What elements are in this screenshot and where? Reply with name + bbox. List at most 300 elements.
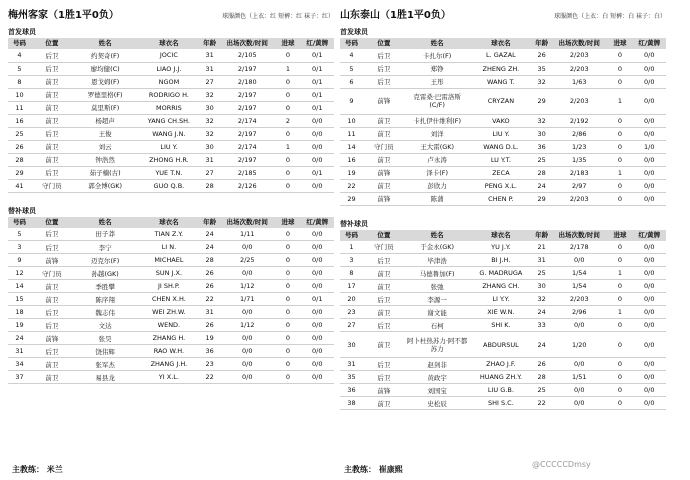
table-row xyxy=(340,166,666,179)
player-name: 石柯 xyxy=(405,319,470,332)
player-number: 6 xyxy=(340,75,363,88)
player-name: 克雷桑·巴雷洛斯(C/F) xyxy=(405,88,470,114)
appearances: 2/180 xyxy=(219,75,275,88)
player-age: 21 xyxy=(532,241,551,254)
starters-body xyxy=(8,49,334,192)
column-header: 年龄 xyxy=(200,38,219,49)
player-number: 25 xyxy=(8,127,31,140)
shirt-name: HUANG ZH.Y. xyxy=(470,371,533,384)
player-age: 22 xyxy=(200,293,219,306)
column-header: 红/黄牌 xyxy=(633,38,666,49)
cards: 0/0 xyxy=(633,62,666,75)
column-header: 号码 xyxy=(340,38,363,49)
player-number: 22 xyxy=(340,179,363,192)
player-number: 8 xyxy=(340,267,363,280)
appearances: 0/0 xyxy=(551,319,607,332)
player-position: 守门员 xyxy=(363,140,405,153)
player-age: 22 xyxy=(532,397,551,410)
column-header: 出场次数/时间 xyxy=(219,38,275,49)
column-header: 姓名 xyxy=(73,38,138,49)
player-number: 3 xyxy=(340,254,363,267)
appearances: 2/183 xyxy=(551,166,607,179)
watermark: @CCCCCDmsy xyxy=(532,460,591,469)
player-name: 刘洋 xyxy=(405,127,470,140)
player-position: 前锋 xyxy=(363,384,405,397)
cards: 0/1 xyxy=(301,293,334,306)
player-number: 3 xyxy=(8,241,31,254)
goals: 0 xyxy=(607,62,632,75)
column-header: 进球 xyxy=(607,38,632,49)
player-number: 11 xyxy=(8,101,31,114)
goals: 0 xyxy=(607,280,632,293)
table-row xyxy=(8,332,334,345)
column-header: 进球 xyxy=(607,230,632,241)
player-age: 24 xyxy=(532,332,551,358)
player-position: 后卫 xyxy=(31,306,73,319)
shirt-name: SUN J.X. xyxy=(138,267,201,280)
player-number: 20 xyxy=(340,293,363,306)
player-age: 26 xyxy=(532,49,551,62)
player-name: 莫里斯(F) xyxy=(73,101,138,114)
shirt-name: LIU Y. xyxy=(138,140,201,153)
player-name: 杨超声 xyxy=(73,114,138,127)
goals: 0 xyxy=(607,319,632,332)
goals: 0 xyxy=(607,127,632,140)
player-number: 28 xyxy=(8,153,31,166)
player-position: 前卫 xyxy=(363,114,405,127)
goals: 1 xyxy=(607,267,632,280)
goals: 0 xyxy=(275,267,300,280)
appearances: 2/197 xyxy=(219,153,275,166)
player-name: 罗德里格(F) xyxy=(73,88,138,101)
player-position: 后卫 xyxy=(363,358,405,371)
table-row xyxy=(340,179,666,192)
player-age: 24 xyxy=(200,228,219,241)
player-position: 后卫 xyxy=(31,319,73,332)
player-number: 16 xyxy=(8,114,31,127)
appearances: 2/96 xyxy=(551,306,607,319)
goals: 0 xyxy=(607,241,632,254)
table-row xyxy=(340,75,666,88)
player-position: 后卫 xyxy=(363,371,405,384)
shirt-name: SHI S.C. xyxy=(470,397,533,410)
player-age: 36 xyxy=(200,345,219,358)
cards: 0/0 xyxy=(301,228,334,241)
cards: 0/0 xyxy=(301,319,334,332)
table-row xyxy=(8,49,334,62)
cards: 0/0 xyxy=(301,153,334,166)
table-header-row xyxy=(8,217,334,228)
player-number: 15 xyxy=(8,293,31,306)
shirt-name: LIU G.B. xyxy=(470,384,533,397)
column-header: 球衣名 xyxy=(470,38,533,49)
cards: 0/0 xyxy=(633,332,666,358)
player-age: 25 xyxy=(532,153,551,166)
player-number: 1 xyxy=(340,241,363,254)
appearances: 0/0 xyxy=(219,306,275,319)
goals: 0 xyxy=(275,332,300,345)
column-header: 球衣名 xyxy=(470,230,533,241)
table-row xyxy=(8,358,334,371)
goals: 0 xyxy=(607,75,632,88)
cards: 0/0 xyxy=(633,166,666,179)
cards: 0/0 xyxy=(633,241,666,254)
table-header-row xyxy=(8,38,334,49)
table-row xyxy=(340,332,666,358)
player-position: 后卫 xyxy=(31,241,73,254)
shirt-name: ZHANG CH. xyxy=(470,280,533,293)
player-position: 后卫 xyxy=(31,345,73,358)
cards: 0/0 xyxy=(633,75,666,88)
player-name: 刘国宝 xyxy=(405,384,470,397)
player-age: 32 xyxy=(532,75,551,88)
player-age: 32 xyxy=(532,114,551,127)
appearances: 1/20 xyxy=(551,332,607,358)
appearances: 2/174 xyxy=(219,114,275,127)
shirt-name: ZHANG J.H. xyxy=(138,358,201,371)
column-header: 年龄 xyxy=(532,38,551,49)
player-age: 27 xyxy=(200,166,219,179)
goals: 0 xyxy=(607,358,632,371)
column-header: 位置 xyxy=(363,38,405,49)
appearances: 2/197 xyxy=(219,62,275,75)
player-number: 12 xyxy=(8,267,31,280)
cards: 0/0 xyxy=(633,179,666,192)
cards: 0/0 xyxy=(633,358,666,371)
goals: 0 xyxy=(275,153,300,166)
player-position: 前锋 xyxy=(363,192,405,205)
subs-body xyxy=(8,228,334,384)
player-name: 约契奇(F) xyxy=(73,49,138,62)
appearances: 0/0 xyxy=(551,358,607,371)
player-name: 魏志伟 xyxy=(73,306,138,319)
appearances: 0/0 xyxy=(219,371,275,384)
player-number: 5 xyxy=(8,228,31,241)
player-position: 前卫 xyxy=(31,371,73,384)
column-header: 位置 xyxy=(31,217,73,228)
player-position: 后卫 xyxy=(363,293,405,306)
player-position: 前卫 xyxy=(31,75,73,88)
player-number: 9 xyxy=(8,254,31,267)
appearances: 2/97 xyxy=(551,179,607,192)
player-name: 史松辰 xyxy=(405,397,470,410)
team-panel-away xyxy=(340,6,666,410)
table-row xyxy=(8,319,334,332)
player-age: 31 xyxy=(200,49,219,62)
player-position: 前锋 xyxy=(363,166,405,179)
goals: 0 xyxy=(275,179,300,192)
subs-table xyxy=(8,217,334,385)
appearances: 1/54 xyxy=(551,280,607,293)
table-row xyxy=(8,127,334,140)
table-row xyxy=(8,371,334,384)
player-age: 24 xyxy=(532,306,551,319)
shirt-name: LIU Y. xyxy=(470,127,533,140)
cards: 0/1 xyxy=(301,166,334,179)
goals: 2 xyxy=(275,114,300,127)
cards: 0/1 xyxy=(301,88,334,101)
cards: 0/0 xyxy=(301,332,334,345)
appearances: 1/35 xyxy=(551,153,607,166)
player-position: 后卫 xyxy=(363,62,405,75)
player-name: 卡扎尔(F) xyxy=(405,49,470,62)
player-number: 16 xyxy=(340,153,363,166)
goals: 0 xyxy=(275,166,300,179)
cards: 0/1 xyxy=(301,62,334,75)
player-age: 26 xyxy=(200,280,219,293)
player-age: 32 xyxy=(200,114,219,127)
goals: 1 xyxy=(275,140,300,153)
player-position: 前卫 xyxy=(31,114,73,127)
player-name: 恩戈姆(F) xyxy=(73,75,138,88)
appearances: 1/71 xyxy=(219,293,275,306)
player-number: 34 xyxy=(8,358,31,371)
cards: 0/0 xyxy=(633,127,666,140)
player-position: 前锋 xyxy=(31,254,73,267)
appearances: 2/185 xyxy=(219,166,275,179)
table-row xyxy=(340,306,666,319)
goals: 1 xyxy=(607,88,632,114)
player-number: 19 xyxy=(340,166,363,179)
player-age: 29 xyxy=(532,192,551,205)
goals: 0 xyxy=(275,241,300,254)
player-number: 37 xyxy=(8,371,31,384)
player-number: 5 xyxy=(8,62,31,75)
goals: 0 xyxy=(607,114,632,127)
table-row xyxy=(8,293,334,306)
shirt-name: ZECA xyxy=(470,166,533,179)
appearances: 1/54 xyxy=(551,267,607,280)
column-header: 姓名 xyxy=(405,230,470,241)
shirt-name: JOCIC xyxy=(138,49,201,62)
goals: 1 xyxy=(607,306,632,319)
table-row xyxy=(8,254,334,267)
player-name: 卡扎伊什维利(F) xyxy=(405,114,470,127)
player-position: 后卫 xyxy=(31,127,73,140)
cards: 0/0 xyxy=(633,114,666,127)
player-name: 张弛 xyxy=(405,280,470,293)
player-position: 后卫 xyxy=(363,75,405,88)
player-name: 易县龙 xyxy=(73,371,138,384)
player-position: 前卫 xyxy=(31,140,73,153)
appearances: 2/25 xyxy=(219,254,275,267)
player-name: 张昊 xyxy=(73,332,138,345)
player-position: 前卫 xyxy=(363,153,405,166)
player-number: 23 xyxy=(340,306,363,319)
table-row xyxy=(340,397,666,410)
player-age: 29 xyxy=(532,88,551,114)
table-row xyxy=(8,345,334,358)
goals: 0 xyxy=(275,49,300,62)
player-name: 谢文能 xyxy=(405,306,470,319)
cards: 0/0 xyxy=(633,254,666,267)
player-age: 28 xyxy=(532,166,551,179)
player-name: 陈蒲 xyxy=(405,192,470,205)
player-number: 10 xyxy=(340,114,363,127)
player-number: 9 xyxy=(340,88,363,114)
shirt-name: ZHONG H.R. xyxy=(138,153,201,166)
player-age: 25 xyxy=(532,267,551,280)
column-header: 号码 xyxy=(340,230,363,241)
table-row xyxy=(340,293,666,306)
appearances: 1/23 xyxy=(551,140,607,153)
shirt-name: SHI K. xyxy=(470,319,533,332)
player-age: 31 xyxy=(200,153,219,166)
player-number: 38 xyxy=(340,397,363,410)
table-header-row xyxy=(340,230,666,241)
player-number: 35 xyxy=(340,371,363,384)
table-row xyxy=(8,267,334,280)
player-age: 31 xyxy=(532,254,551,267)
player-name: 张军杰 xyxy=(73,358,138,371)
player-number: 10 xyxy=(8,88,31,101)
player-position: 后卫 xyxy=(363,49,405,62)
player-name: 王大雷(GK) xyxy=(405,140,470,153)
player-number: 19 xyxy=(8,319,31,332)
shirt-name: JI SH.P. xyxy=(138,280,201,293)
cards: 0/0 xyxy=(301,267,334,280)
player-name: 饶伟辉 xyxy=(73,345,138,358)
column-header: 号码 xyxy=(8,38,31,49)
goals: 0 xyxy=(607,397,632,410)
shirt-name: LI N. xyxy=(138,241,201,254)
shirt-name: ABDURSUL xyxy=(470,332,533,358)
table-row xyxy=(340,267,666,280)
shirt-name: CRYZAN xyxy=(470,88,533,114)
player-position: 前卫 xyxy=(363,332,405,358)
appearances: 2/203 xyxy=(551,88,607,114)
goals: 0 xyxy=(607,140,632,153)
player-position: 前卫 xyxy=(363,127,405,140)
appearances: 0/0 xyxy=(551,384,607,397)
cards: 0/1 xyxy=(301,49,334,62)
team-name: 梅州客家（1胜1平0负） xyxy=(8,10,119,21)
starters-title: 首发球员 xyxy=(8,28,36,36)
player-age: 26 xyxy=(200,319,219,332)
player-name: 泽卡(F) xyxy=(405,166,470,179)
shirt-name: NGOM xyxy=(138,75,201,88)
goals: 0 xyxy=(275,371,300,384)
shirt-name: CHEN P. xyxy=(470,192,533,205)
player-number: 26 xyxy=(8,140,31,153)
player-position: 前卫 xyxy=(363,280,405,293)
player-age: 30 xyxy=(200,101,219,114)
shirt-name: YU J.Y. xyxy=(470,241,533,254)
player-number: 14 xyxy=(340,140,363,153)
team-panel-home xyxy=(8,6,334,384)
player-age: 32 xyxy=(532,293,551,306)
player-age: 31 xyxy=(200,306,219,319)
shirt-name: CHEN X.H. xyxy=(138,293,201,306)
appearances: 1/63 xyxy=(551,75,607,88)
cards: 0/0 xyxy=(633,267,666,280)
column-header: 年龄 xyxy=(200,217,219,228)
player-number: 17 xyxy=(340,280,363,293)
cards: 0/0 xyxy=(633,306,666,319)
appearances: 2/197 xyxy=(219,101,275,114)
goals: 0 xyxy=(275,319,300,332)
shirt-name: YUE T.N. xyxy=(138,166,201,179)
head-coach: 主教练： 崔康熙 xyxy=(344,465,403,474)
appearances: 2/203 xyxy=(551,293,607,306)
table-row xyxy=(340,241,666,254)
cards: 0/0 xyxy=(301,114,334,127)
goals: 0 xyxy=(607,332,632,358)
goals: 0 xyxy=(275,228,300,241)
player-name: 郭全博(GK) xyxy=(73,179,138,192)
player-age: 32 xyxy=(200,88,219,101)
table-row xyxy=(8,280,334,293)
table-row xyxy=(340,254,666,267)
shirt-name: ZHANG H. xyxy=(138,332,201,345)
player-position: 守门员 xyxy=(363,241,405,254)
player-name: 阿卜杜热苏力·阿不都苏力 xyxy=(405,332,470,358)
table-row xyxy=(8,114,334,127)
table-row xyxy=(340,153,666,166)
player-position: 后卫 xyxy=(363,319,405,332)
cards: 0/0 xyxy=(633,397,666,410)
cards: 0/0 xyxy=(633,192,666,205)
table-row xyxy=(8,179,334,192)
player-age: 26 xyxy=(532,358,551,371)
table-row xyxy=(340,140,666,153)
appearances: 0/0 xyxy=(219,345,275,358)
player-name: 马德鲁加(F) xyxy=(405,267,470,280)
table-row xyxy=(8,140,334,153)
player-number: 24 xyxy=(8,332,31,345)
cards: 0/0 xyxy=(633,319,666,332)
shirt-name: LI Y.Y. xyxy=(470,293,533,306)
appearances: 0/0 xyxy=(219,241,275,254)
cards: 0/0 xyxy=(301,280,334,293)
shirt-name: MORRIS xyxy=(138,101,201,114)
player-age: 25 xyxy=(532,384,551,397)
player-position: 前卫 xyxy=(31,358,73,371)
goals: 0 xyxy=(607,254,632,267)
player-name: 于金永(GK) xyxy=(405,241,470,254)
subs-table xyxy=(340,230,666,411)
player-position: 前卫 xyxy=(31,88,73,101)
table-row xyxy=(8,101,334,114)
player-name: 钟浩然 xyxy=(73,153,138,166)
player-age: 31 xyxy=(200,62,219,75)
appearances: 2/174 xyxy=(219,140,275,153)
player-name: 文达 xyxy=(73,319,138,332)
player-name: 李源一 xyxy=(405,293,470,306)
table-row xyxy=(340,62,666,75)
player-name: 黄政宇 xyxy=(405,371,470,384)
table-row xyxy=(8,153,334,166)
appearances: 2/86 xyxy=(551,127,607,140)
column-header: 出场次数/时间 xyxy=(219,217,275,228)
goals: 0 xyxy=(275,345,300,358)
goals: 1 xyxy=(607,166,632,179)
cards: 0/0 xyxy=(633,49,666,62)
kit-colors: 球服颜色（上衣：白 短裤：白 袜子：白） xyxy=(554,13,666,20)
player-name: 王彤 xyxy=(405,75,470,88)
player-number: 4 xyxy=(340,49,363,62)
appearances: 1/11 xyxy=(219,228,275,241)
shirt-name: PENG X.L. xyxy=(470,179,533,192)
column-header: 位置 xyxy=(31,38,73,49)
appearances: 2/126 xyxy=(219,179,275,192)
shirt-name: VAKO xyxy=(470,114,533,127)
table-row xyxy=(340,192,666,205)
shirt-name: LU Y.T. xyxy=(470,153,533,166)
player-position: 前卫 xyxy=(363,179,405,192)
table-row xyxy=(8,75,334,88)
head-coach: 主教练： 米兰 xyxy=(12,465,63,474)
